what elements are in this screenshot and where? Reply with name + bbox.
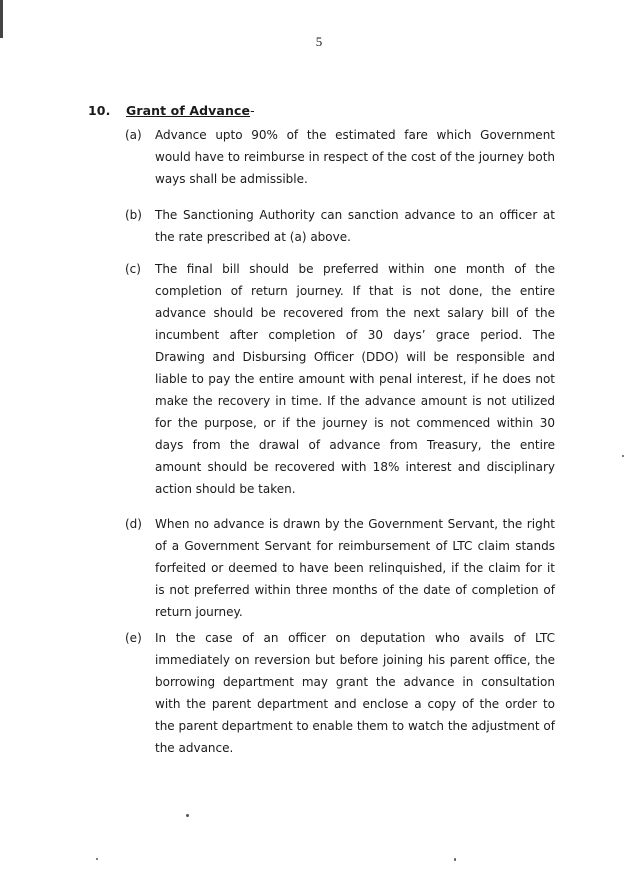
item-marker: (b) xyxy=(125,208,142,222)
section-header xyxy=(88,103,255,118)
list-item-b xyxy=(125,204,555,248)
item-marker: (e) xyxy=(125,631,142,645)
scan-speck xyxy=(186,814,189,817)
list-item-c xyxy=(125,258,555,500)
item-marker: (d) xyxy=(125,517,142,531)
list-item-a xyxy=(125,124,555,190)
list-item-d xyxy=(125,513,555,623)
item-text: The final bill should be preferred within one month of the completion of return journey. If that is not done, the entire advance should be recovered from the next salary bill of the incumbent after completion of 30 days’ grace period. The Drawing and Disbursing Officer (DDO) will be responsible and liable to pay the entire amount with penal interest, if he does not make the recovery in time. If the advance amount is not utilized for the purpose, or if the journey is not commenced within 30 days from the drawal of advance from Treasury, the entire amount should be recovered with 18% interest and disciplinary action should be taken. xyxy=(155,262,555,496)
section-number: 10. xyxy=(88,103,111,118)
item-text: Advance upto 90% of the estimated fare which Government would have to reimburse in respect of the cost of the journey both ways shall be admissible. xyxy=(155,128,555,186)
scan-speck xyxy=(454,858,456,861)
list-item-e xyxy=(125,627,555,759)
section-title: Grant of Advance xyxy=(126,103,251,118)
item-marker: (a) xyxy=(125,128,142,142)
item-text: In the case of an officer on deputation who avails of LTC immediately on reversion but before joining his parent office, the borrowing department may grant the advance in consultation with the parent department and enclose a copy of the order to the parent department to enable them to watch the adjustment of the advance. xyxy=(155,631,555,755)
page-number: 5 xyxy=(315,34,323,49)
item-text: When no advance is drawn by the Government Servant, the right of a Government Servant for reimbursement of LTC claim stands forfeited or deemed to have been relinquished, if the claim for it is not preferred within three months of the date of completion of return journey. xyxy=(155,517,555,619)
section-title-suffix: - xyxy=(250,103,255,118)
scan-speck xyxy=(96,858,98,860)
item-marker: (c) xyxy=(125,262,141,276)
item-text: The Sanctioning Authority can sanction advance to an officer at the rate prescribed at (a) above. xyxy=(155,208,555,244)
scan-edge-mark xyxy=(0,0,3,38)
scan-speck xyxy=(622,455,624,457)
